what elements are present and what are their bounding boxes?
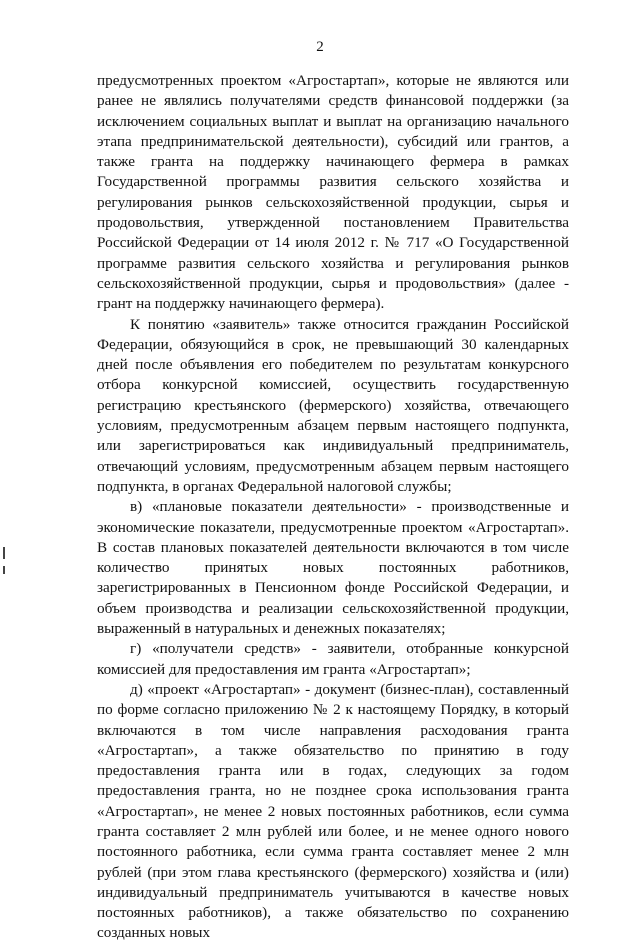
paragraph-agrostartup-project: д) «проект «Агростартап» - документ (бизнес-план), составленный по форме согласно приложению № 2 к настоящему Порядку, в который включаются в том числе направления расходования гранта «Агростартап», а также обязательство по принятию в году предоставления гранта или в годах, следующих за годом предоставления гранта, но не позднее срока использования гранта «Агростартап», не менее 2 новых постоянных работников, если сумма гранта составляет 2 млн рублей или более, и не менее одного нового постоянного работника, если сумма гранта составляет менее 2 млн рублей (при этом глава крестьянского (фермерского) хозяйства и (или) индивидуальный предприниматель учитываются в качестве новых постоянных работников), а также обязательство по сохранению созданных новых [97,680,569,942]
paragraph-planned-indicators: в) «плановые показатели деятельности» - производственные и экономические показатели, предусмотренные проектом «Агростартап». В состав плановых показателей деятельности включаются в том числе количество принятых новых постоянных работников, зарегистрированных в Пенсионном фонде Российской Федерации, и объем производства и реализации сельскохозяйственной продукции, выраженный в натуральных и денежных показателях; [97,498,569,638]
paragraph-applicant-citizen: К понятию «заявитель» также относится гражданин Российской Федерации, обязующийся в срок, не превышающий 30 календарных дней после объявления его победителем по результатам конкурсного отбора конкурсной комиссией, осуществить государственную регистрацию крестьянского (фермерского) хозяйства, отвечающего условиям, предусмотренным абзацем первым настоящего подпункта, или зарегистрироваться как индивидуальный предприниматель, отвечающий условиям, предусмотренным абзацем первым настоящего подпункта, в органах Федеральной налоговой службы; [97,315,569,495]
page-number: 2 [316,39,324,55]
paragraph-funds-recipients: г) «получатели средств» - заявители, отобранные конкурсной комиссией для предоставления им гранта «Агростартап»; [97,640,569,678]
document-body [97,71,569,944]
paragraph-recipients-definition: предусмотренных проектом «Агростартап», которые не являются или ранее не являлись получателями средств финансовой поддержки (за исключением социальных выплат и выплат на организацию начального этапа предпринимательской деятельности), субсидий или грантов, а также гранта на поддержку начинающего фермера в рамках Государственной программы развития сельского хозяйства и регулирования рынков сельскохозяйственной продукции, сырья и продовольствия, утвержденной постановлением Правительства Российской Федерации от 14 июля 2012 г. № 717 «О Государственной программе развития сельского хозяйства и регулирования рынков сельскохозяйственной продукции, сырья и продовольствия» (далее - грант на поддержку начинающего фермера). [97,72,569,313]
scan-margin-mark [3,566,5,574]
scan-margin-mark [3,547,5,559]
